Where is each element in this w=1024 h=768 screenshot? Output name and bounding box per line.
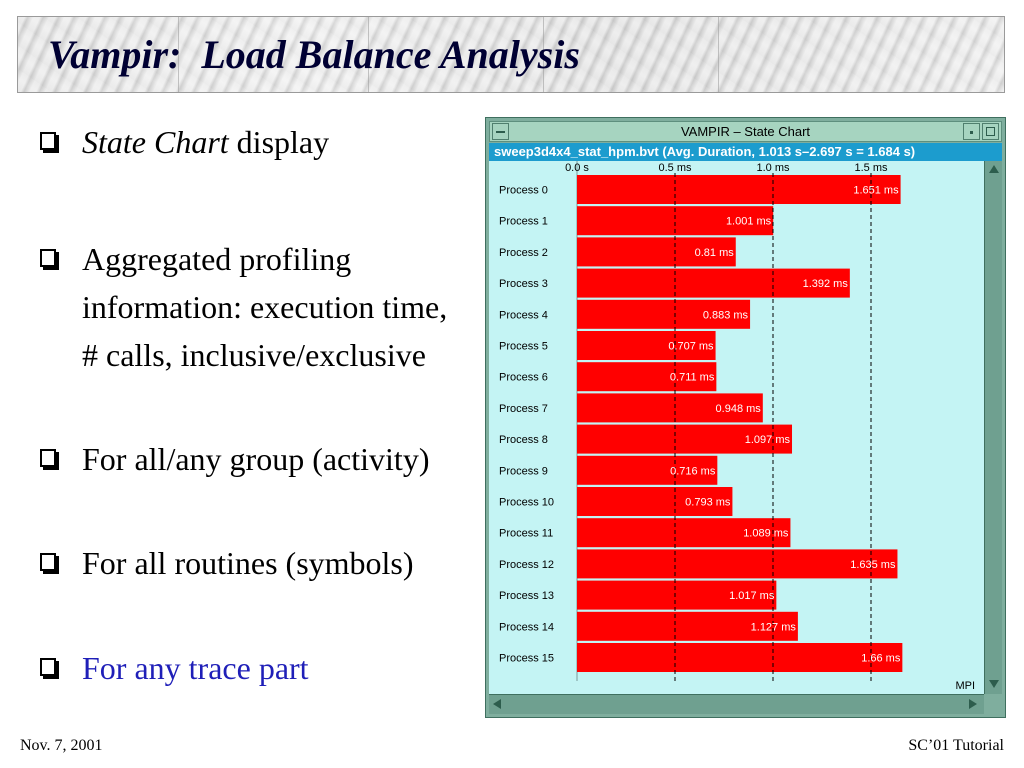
process-label: Process 3: [499, 278, 548, 291]
bullet-italic-text: State Chart: [82, 124, 229, 160]
process-label: Process 2: [499, 246, 548, 259]
process-label: Process 15: [499, 652, 555, 665]
window-titlebar[interactable]: [489, 121, 1002, 142]
minimize-button[interactable]: [963, 123, 980, 140]
bullet-box-icon: [40, 449, 56, 467]
bar: [577, 175, 901, 204]
bar-value-label: 1.097 ms: [744, 434, 791, 447]
bar: [577, 643, 902, 672]
process-label: Process 4: [499, 309, 548, 322]
process-label: Process 11: [499, 527, 554, 540]
x-tick-label: 0.5 ms: [658, 162, 692, 174]
scroll-left-icon[interactable]: [493, 699, 501, 709]
x-tick-label: 1.5 ms: [854, 162, 888, 174]
bar-value-label: 0.711 ms: [669, 371, 715, 384]
state-chart-plot: [489, 161, 984, 694]
process-label: Process 1: [499, 215, 548, 228]
window-title: VAMPIR – State Chart: [680, 124, 811, 139]
bullet-text: For all routines (symbols): [82, 545, 414, 581]
process-label: Process 7: [499, 402, 548, 415]
scroll-up-icon[interactable]: [989, 165, 999, 173]
bar-value-label: 1.635 ms: [850, 558, 896, 571]
maximize-icon: [986, 127, 995, 136]
bar-value-label: 0.793 ms: [685, 496, 731, 509]
bullet-text: [82, 118, 462, 166]
x-tick-label: 1.0 ms: [756, 162, 790, 174]
bullet-box-icon: [40, 132, 56, 150]
vertical-scrollbar[interactable]: [984, 161, 1002, 694]
process-label: Process 10: [499, 496, 555, 509]
process-label: Process 6: [499, 371, 548, 384]
title-banner: [17, 16, 1005, 93]
bar-value-label: 1.127 ms: [750, 621, 796, 634]
scroll-right-icon[interactable]: [969, 699, 977, 709]
scroll-corner: [984, 694, 1002, 714]
scroll-down-icon[interactable]: [989, 680, 999, 688]
bullet-box-icon: [40, 658, 56, 676]
bullet-text: For any trace part: [82, 650, 309, 686]
bullet-box-icon: [40, 249, 56, 267]
bar-value-label: 1.089 ms: [743, 527, 789, 540]
maximize-button[interactable]: [982, 123, 999, 140]
trace-header: sweep3d4x4_stat_hpm.bvt (Avg. Duration, 1.013 s–2.697 s = 1.684 s): [489, 143, 1002, 161]
minimize-icon: [970, 131, 973, 134]
bullet-text: For all/any group (activity): [82, 441, 430, 477]
process-label: Process 5: [499, 340, 548, 353]
bullet-text: Aggregated profiling information: execution time, # calls, inclusive/exclusive: [82, 241, 448, 373]
process-label: Process 14: [499, 621, 555, 634]
bar-value-label: 1.66 ms: [861, 652, 901, 665]
bar-value-label: 0.707 ms: [668, 340, 714, 353]
process-label: Process 8: [499, 434, 548, 447]
bar-value-label: 1.651 ms: [853, 184, 899, 197]
bar-value-label: 1.017 ms: [729, 590, 775, 603]
process-label: Process 12: [499, 558, 555, 571]
bar-value-label: 0.948 ms: [715, 402, 761, 415]
bar-value-label: 1.001 ms: [725, 215, 772, 228]
bar-value-label: 0.716 ms: [670, 465, 716, 478]
footer-date: Nov. 7, 2001: [20, 737, 103, 754]
bar-value-label: 1.392 ms: [802, 278, 848, 291]
process-label: Process 13: [499, 590, 555, 603]
horizontal-scrollbar[interactable]: [489, 694, 984, 714]
bar-value-label: 0.883 ms: [702, 309, 749, 322]
bullet-box-icon: [40, 553, 56, 571]
process-label: Process 9: [499, 465, 548, 478]
bullet-rest-text: display: [228, 124, 330, 160]
bar-value-label: 0.81 ms: [694, 246, 734, 259]
footer-event: SC’01 Tutorial: [908, 737, 1004, 754]
slide-title: Vampir: Load Balance Analysis: [48, 32, 580, 77]
x-tick-label: 0.0 s: [565, 162, 589, 174]
banner-seam: [718, 17, 719, 92]
state-chart-window: [485, 117, 1006, 718]
state-chart-svg: [489, 161, 984, 694]
process-label: Process 0: [499, 184, 548, 197]
legend-mpi: MPI: [955, 680, 975, 692]
